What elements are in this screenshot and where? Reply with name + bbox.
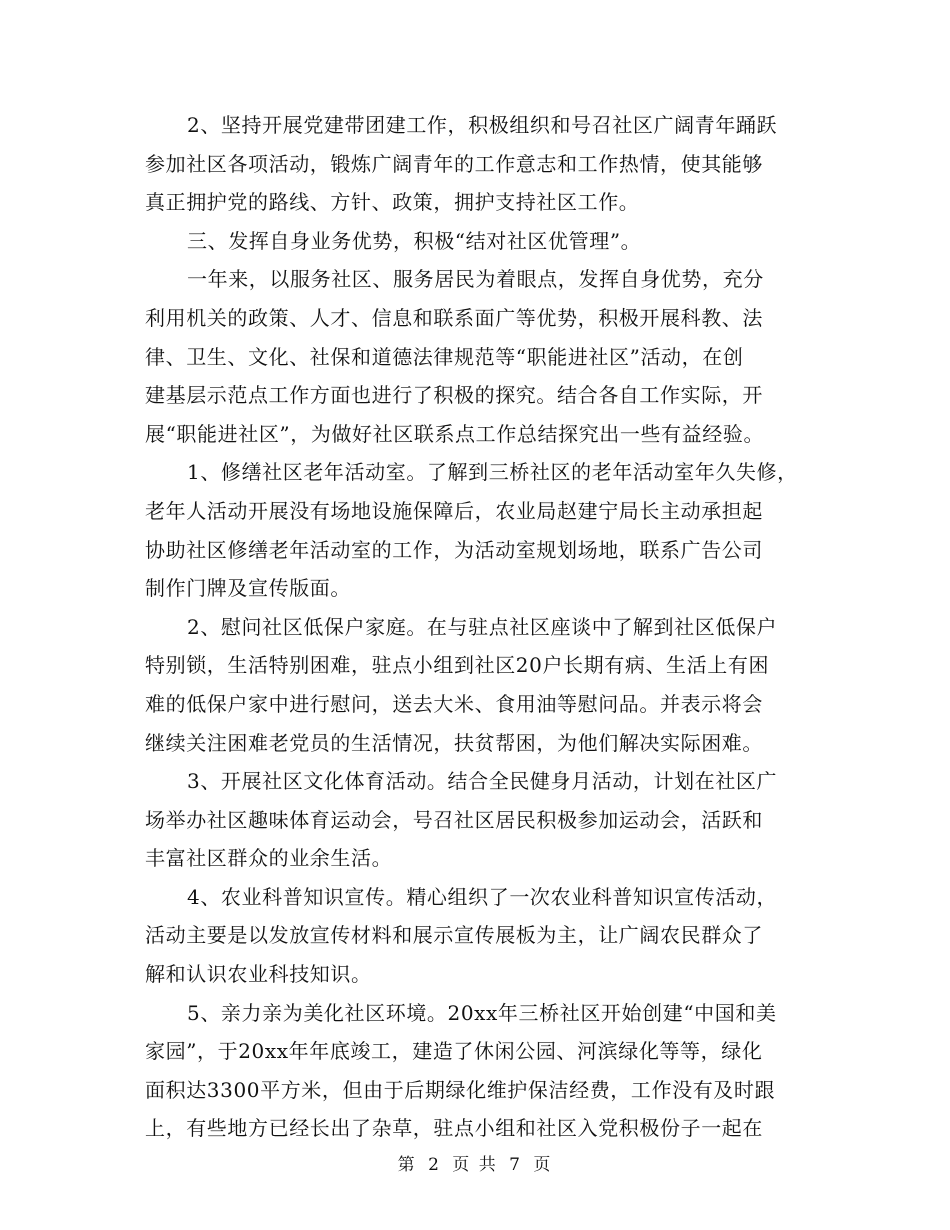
text-line: 三、发挥自身业务优势，积极“结对社区优管理”。 bbox=[187, 228, 642, 253]
total-page-number: 7 bbox=[509, 1155, 522, 1175]
paragraph bbox=[145, 608, 825, 762]
text-line: 建基层示范点工作方面也进行了积极的探究。结合各自工作实际，开 bbox=[145, 383, 763, 408]
text-line: 场举办社区趣味体育运动会，号召社区居民积极参加运动会，活跃和 bbox=[145, 807, 763, 832]
footer-suffix: 页 bbox=[533, 1155, 553, 1175]
text-line: 制作门牌及宣传版面。 bbox=[145, 576, 351, 601]
text-line: 活动主要是以发放宣传材料和展示宣传展板为主，让广阔农民群众了 bbox=[145, 923, 763, 948]
paragraph bbox=[145, 260, 825, 453]
text-line: 协助社区修缮老年活动室的工作，为活动室规划场地，联系广告公司 bbox=[145, 537, 763, 562]
footer-prefix: 第 bbox=[397, 1155, 417, 1175]
text-line: 3、开展社区文化体育活动。结合全民健身月活动，计划在社区广 bbox=[187, 769, 778, 794]
text-line: 老年人活动开展没有场地设施保障后，农业局赵建宁局长主动承担起 bbox=[145, 498, 763, 523]
current-page-number: 2 bbox=[428, 1155, 441, 1175]
text-line: 继续关注困难老党员的生活情况，扶贫帮困，为他们解决实际困难。 bbox=[145, 730, 763, 755]
text-line: 4、农业科普知识宣传。精心组织了一次农业科普知识宣传活动， bbox=[187, 884, 778, 909]
text-line: 2、坚持开展党建带团建工作，积极组织和号召社区广阔青年踊跃 bbox=[187, 113, 778, 137]
text-line: 利用机关的政策、人才、信息和联系面广等优势，积极开展科教、法 bbox=[145, 305, 763, 330]
paragraph bbox=[145, 106, 825, 222]
text-line: 律、卫生、文化、社保和道德法律规范等“职能进社区”活动，在创 bbox=[145, 344, 744, 369]
text-line: 展“职能进社区”，为做好社区联系点工作总结探究出一些有益经验。 bbox=[145, 421, 765, 446]
page-number-footer bbox=[0, 1150, 950, 1175]
text-line: 上，有些地方已经长出了杂草，驻点小组和社区入党积极份子一起在 bbox=[145, 1116, 763, 1141]
footer-middle: 页 共 bbox=[452, 1155, 498, 1175]
text-line: 难的低保户家中进行慰问，送去大米、食用油等慰问品。并表示将会 bbox=[145, 691, 763, 716]
text-line: 参加社区各项活动，锻炼广阔青年的工作意志和工作热情，使其能够 bbox=[145, 151, 763, 176]
text-line: 2、慰问社区低保户家庭。在与驻点社区座谈中了解到社区低保户 bbox=[187, 614, 778, 639]
text-line: 家园”，于20xx年年底竣工，建造了休闲公园、河滨绿化等等，绿化 bbox=[145, 1039, 763, 1064]
text-line: 丰富社区群众的业余生活。 bbox=[145, 846, 393, 871]
text-line: 一年来，以服务社区、服务居民为着眼点，发挥自身优势，充分 bbox=[187, 267, 764, 292]
text-line: 面积达3300平方米，但由于后期绿化维护保洁经费，工作没有及时跟 bbox=[145, 1077, 776, 1102]
text-line: 5、亲力亲为美化社区环境。20xx年三桥社区开始创建“中国和美 bbox=[187, 1000, 777, 1025]
document-body bbox=[145, 106, 825, 1148]
text-line: 特别锁，生活特别困难，驻点小组到社区20户长期有病、生活上有困 bbox=[145, 653, 770, 678]
text-line: 真正拥护党的路线、方针、政策，拥护支持社区工作。 bbox=[145, 190, 640, 215]
section-heading bbox=[145, 222, 825, 261]
paragraph bbox=[145, 762, 825, 878]
paragraph bbox=[145, 994, 825, 1148]
text-line: 解和认识农业科技知识。 bbox=[145, 962, 372, 987]
text-line: 1、修缮社区老年活动室。了解到三桥社区的老年活动室年久失修， bbox=[187, 460, 798, 485]
paragraph bbox=[145, 453, 825, 607]
paragraph bbox=[145, 878, 825, 994]
